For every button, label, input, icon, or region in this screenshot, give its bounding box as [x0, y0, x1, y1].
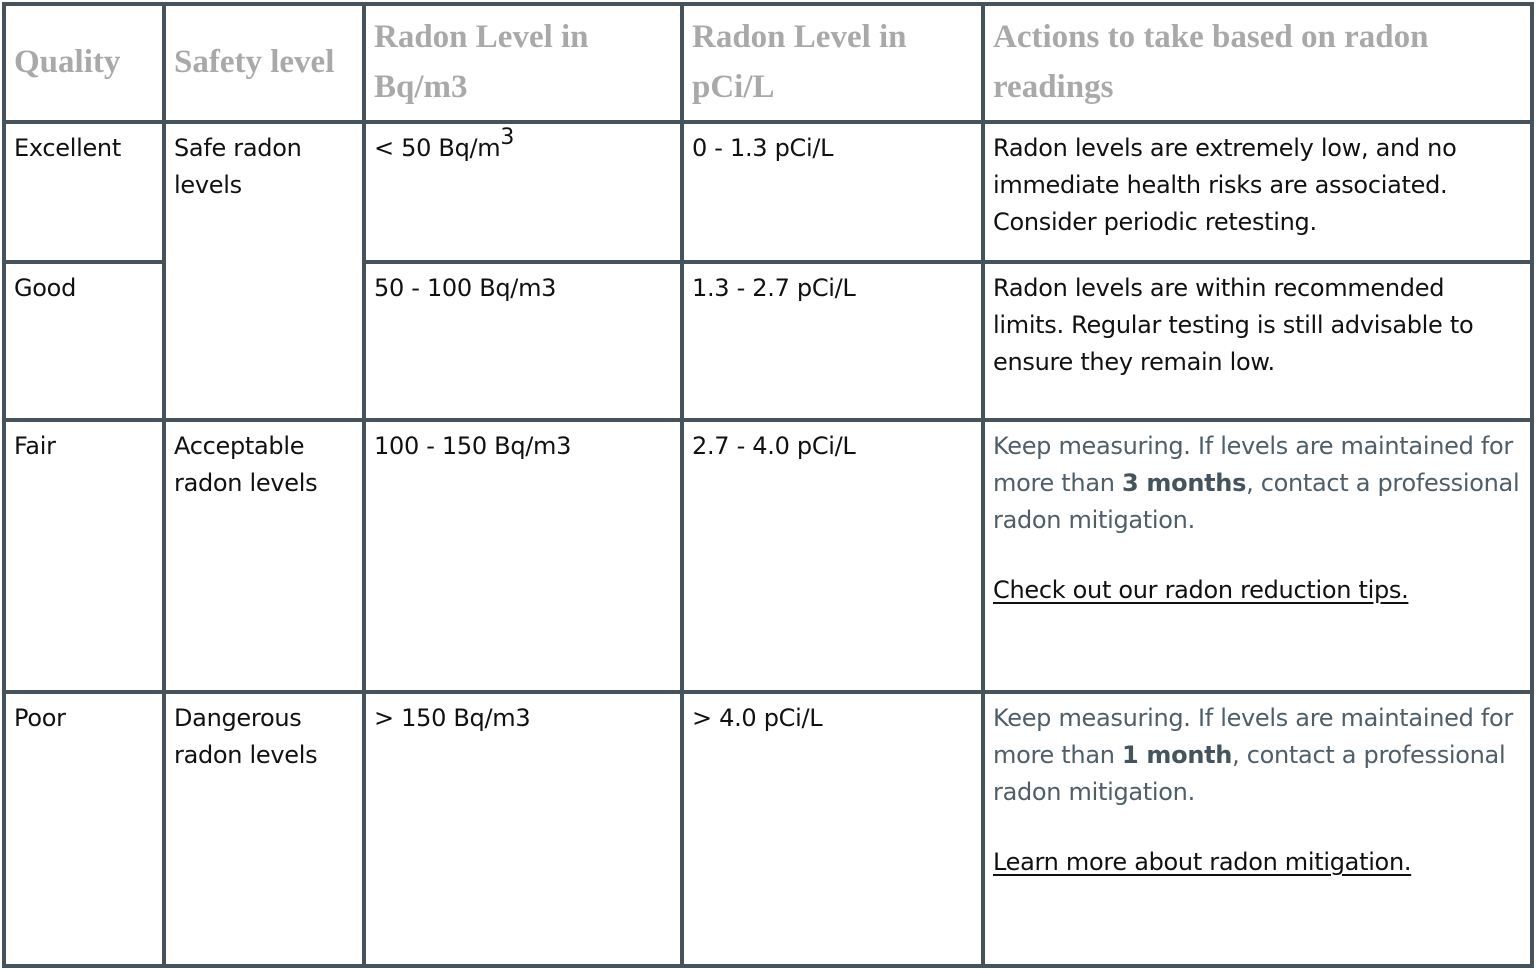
- cell-pci: 0 - 1.3 pCi/L: [682, 122, 983, 262]
- header-radon-pci: Radon Level in pCi/L: [682, 4, 983, 122]
- header-safety-level: Safety level: [164, 4, 364, 122]
- action-text: Keep measuring. If levels are maintained for more than 1 month, contact a professional radon mitigation.: [993, 704, 1513, 806]
- cell-action: [983, 420, 1532, 692]
- bq-value: < 50 Bq/m: [374, 134, 501, 162]
- header-radon-bq: Radon Level in Bq/m3: [364, 4, 682, 122]
- cell-action: Radon levels are extremely low, and no immediate health risks are associated. Consider periodic retesting.: [983, 122, 1532, 262]
- cell-quality: Excellent: [4, 122, 164, 262]
- table-row-excellent: [4, 122, 1532, 262]
- radon-mitigation-link[interactable]: Learn more about radon mitigation.: [993, 848, 1412, 876]
- cell-pci: > 4.0 pCi/L: [682, 692, 983, 966]
- header-quality: Quality: [4, 4, 164, 122]
- cell-bq: > 150 Bq/m3: [364, 692, 682, 966]
- cell-quality: Fair: [4, 420, 164, 692]
- cell-safety: Acceptable radon levels: [164, 420, 364, 692]
- action-emphasis: 1 month: [1121, 741, 1233, 769]
- radon-reduction-tips-link[interactable]: Check out our radon reduction tips.: [993, 576, 1409, 604]
- cell-pci: 1.3 - 2.7 pCi/L: [682, 262, 983, 420]
- table-row-poor: [4, 692, 1532, 966]
- cell-pci: 2.7 - 4.0 pCi/L: [682, 420, 983, 692]
- radon-levels-table: [2, 2, 1534, 968]
- cell-bq: [364, 122, 682, 262]
- cell-action: Radon levels are within recommended limits. Regular testing is still advisable to ensure they remain low.: [983, 262, 1532, 420]
- cell-bq: 100 - 150 Bq/m3: [364, 420, 682, 692]
- cell-bq: 50 - 100 Bq/m3: [364, 262, 682, 420]
- cell-safety: Safe radon levels: [164, 122, 364, 420]
- cell-quality: Poor: [4, 692, 164, 966]
- action-text: Keep measuring. If levels are maintained for more than 3 months, contact a professional radon mitigation.: [993, 432, 1520, 534]
- cell-safety: Dangerous radon levels: [164, 692, 364, 966]
- action-emphasis: 3 months: [1121, 469, 1247, 497]
- bq-exponent: 3: [500, 125, 515, 150]
- header-actions: Actions to take based on radon readings: [983, 4, 1532, 122]
- table-row-fair: [4, 420, 1532, 692]
- cell-quality: Good: [4, 262, 164, 420]
- cell-action: [983, 692, 1532, 966]
- header-row: [4, 4, 1532, 122]
